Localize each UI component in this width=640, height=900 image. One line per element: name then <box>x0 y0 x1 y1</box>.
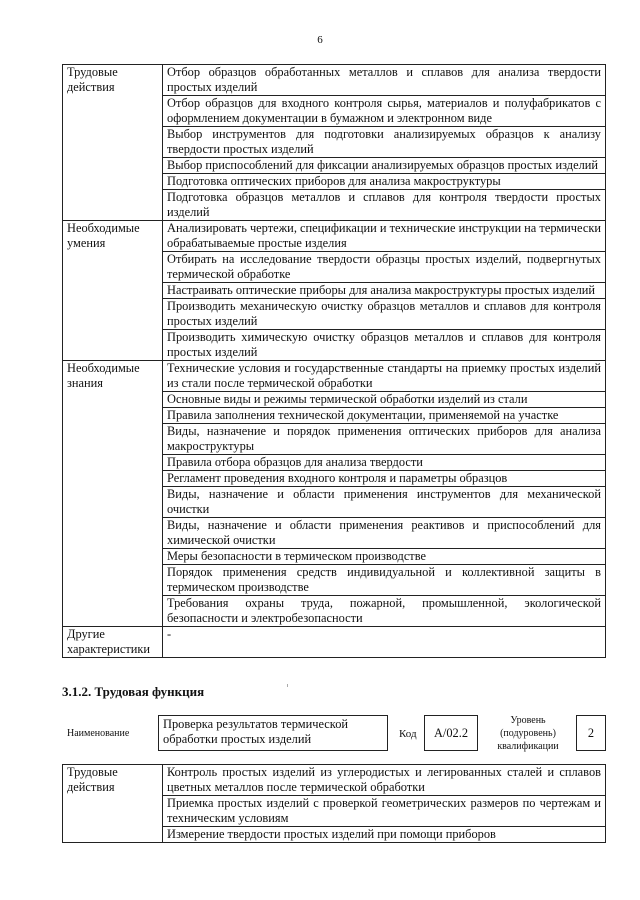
row-category: Другие характеристики <box>63 627 163 658</box>
row-item: Анализировать чертежи, спецификации и технические инструкции на термически обрабатываемые простые изделия <box>163 221 606 252</box>
row-item: Регламент проведения входного контроля и параметры образцов <box>163 471 606 487</box>
table-row <box>63 65 606 96</box>
code-value-box <box>424 715 478 751</box>
row-item: Отбирать на исследование твердости образцы простых изделий, подвергнутых термической обработке <box>163 252 606 283</box>
row-item: Правила отбора образцов для анализа твердости <box>163 455 606 471</box>
row-item: Отбор образцов обработанных металлов и сплавов для анализа твердости простых изделий <box>163 65 606 96</box>
section-title: 3.1.2. Трудовая функция <box>62 684 205 699</box>
row-item: Отбор образцов для входного контроля сырья, материалов и полуфабрикатов с оформлением документации в бумажном и электронном виде <box>163 96 606 127</box>
row-item: Требования охраны труда, пожарной, промышленной, экологической безопасности и электробезопасности <box>163 596 606 627</box>
row-item: Производить механическую очистку образцов металлов и сплавов для контроля простых изделий <box>163 299 606 330</box>
row-item: Основные виды и режимы термической обработки изделий из стали <box>163 392 606 408</box>
name-value-box <box>158 715 388 751</box>
row-category: Трудовые действия <box>63 65 163 221</box>
row-item: Контроль простых изделий из углеродистых и легированных сталей и сплавов цветных металлов после термической обработки <box>163 765 606 796</box>
row-item: Правила заполнения технической документации, применяемой на участке <box>163 408 606 424</box>
code-value: А/02.2 <box>433 726 469 740</box>
table-row <box>63 361 606 392</box>
name-value: Проверка результатов термической обработки простых изделий <box>163 717 349 746</box>
row-item: - <box>163 627 606 658</box>
row-item: Технические условия и государственные стандарты на приемку простых изделий из стали после термической обработки <box>163 361 606 392</box>
row-category: Необходимые знания <box>63 361 163 627</box>
row-item: Измерение твердости простых изделий при помощи приборов <box>163 827 606 843</box>
row-item: Выбор приспособлений для фиксации анализируемых образцов простых изделий <box>163 158 606 174</box>
row-item: Виды, назначение и порядок применения оптических приборов для анализа макроструктуры <box>163 424 606 455</box>
name-label: Наименование <box>67 728 130 739</box>
level-label: Уровень (подуровень) квалификации <box>497 715 559 752</box>
table-row <box>63 221 606 252</box>
table-row <box>63 627 606 658</box>
row-item: Виды, назначение и области применения реактивов и приспособлений для химической очистки <box>163 518 606 549</box>
requirements-table <box>62 64 606 658</box>
labor-actions-table <box>62 764 606 843</box>
row-item: Меры безопасности в термическом производстве <box>163 549 606 565</box>
row-item: Производить химическую очистку образцов металлов и сплавов для контроля простых изделий <box>163 330 606 361</box>
row-item: Подготовка образцов металлов и сплавов для контроля твердости простых изделий <box>163 190 606 221</box>
row-item: Приемка простых изделий с проверкой геометрических размеров по чертежам и техническим условиям <box>163 796 606 827</box>
level-value-box <box>576 715 606 751</box>
row-category: Необходимые умения <box>63 221 163 361</box>
code-label: Код <box>399 728 417 740</box>
row-item: Порядок применения средств индивидуальной и коллективной защиты в термическом производстве <box>163 565 606 596</box>
table-row <box>63 765 606 796</box>
row-item: Настраивать оптические приборы для анализа макроструктуры простых изделий <box>163 283 606 299</box>
page-number: 6 <box>317 34 323 46</box>
row-item: Подготовка оптических приборов для анализа макроструктуры <box>163 174 606 190</box>
scan-mark <box>287 684 288 687</box>
row-item: Виды, назначение и области применения инструментов для механической очистки <box>163 487 606 518</box>
row-category: Трудовые действия <box>63 765 163 843</box>
level-value: 2 <box>587 726 595 740</box>
row-item: Выбор инструментов для подготовки анализируемых образцов к анализу твердости простых изделий <box>163 127 606 158</box>
